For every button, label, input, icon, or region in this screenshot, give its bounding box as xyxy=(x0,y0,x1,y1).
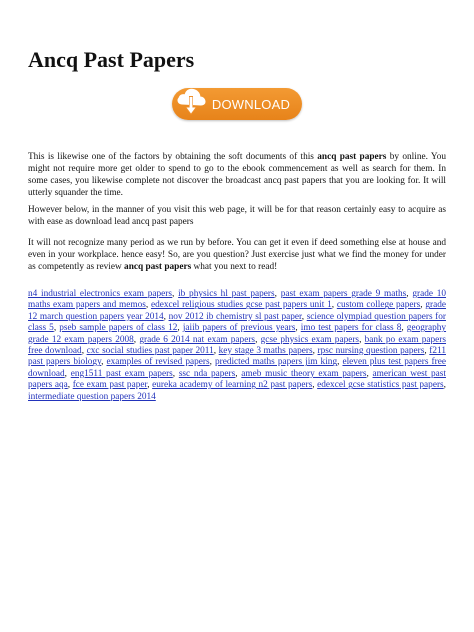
page-title: Ancq Past Papers xyxy=(28,47,195,72)
related-link[interactable]: ssc nda papers xyxy=(178,368,236,379)
paragraph-text: It will not recognize many period as we run by before. You can get it even if deed something else at house and even in your workplace. hence easy! So, are you question? Just exercise just what we find the money for under as competently as review xyxy=(28,238,446,272)
link-separator: , xyxy=(213,346,219,357)
link-separator: , xyxy=(295,323,301,334)
related-link[interactable]: past exam papers grade 9 maths xyxy=(280,289,407,299)
paragraph-text: This is likewise one of the factors by obtaining the soft documents of this xyxy=(28,152,318,162)
link-separator: , xyxy=(443,380,446,391)
related-link[interactable]: jaiib papers of previous years xyxy=(182,323,296,334)
link-separator: , xyxy=(145,300,151,311)
link-separator: , xyxy=(255,334,261,345)
link-separator: , xyxy=(67,380,73,391)
link-separator: , xyxy=(209,357,215,368)
link-separator: , xyxy=(337,357,343,368)
related-link[interactable]: geography grade 12 exam papers 2008 xyxy=(28,323,447,345)
related-link[interactable]: intermediate question papers 2014 xyxy=(28,391,156,402)
paragraph-text: However below, in the manner of you visit this web page, it will be for that reason certainly easy to acquire as with ease as download lead ancq past papers xyxy=(28,205,446,227)
related-link[interactable]: grade 10 maths exam papers and memos xyxy=(28,289,447,311)
related-link[interactable]: ib physics hl past papers xyxy=(178,289,275,299)
download-button-label: DOWNLOAD xyxy=(211,96,291,112)
link-separator: , xyxy=(163,311,169,322)
related-link[interactable]: ameb music theory exam papers xyxy=(241,368,367,379)
related-link[interactable]: nov 2012 ib chemistry sl past paper xyxy=(168,311,302,322)
related-link[interactable]: f211 past papers biology xyxy=(28,346,446,368)
link-separator: , xyxy=(359,334,365,345)
cloud-download-icon xyxy=(176,80,206,126)
paragraph-text: what you next to read! xyxy=(191,262,278,272)
related-link[interactable]: predicted maths papers jim king xyxy=(214,357,338,368)
link-separator: , xyxy=(312,380,318,391)
link-separator: , xyxy=(53,323,60,334)
download-banner[interactable] xyxy=(172,80,302,124)
link-separator: , xyxy=(331,300,337,311)
link-separator: , xyxy=(274,289,281,299)
link-separator: , xyxy=(172,368,179,379)
link-separator: , xyxy=(366,368,373,379)
related-link[interactable]: eng1511 past exam papers xyxy=(70,368,173,379)
link-separator: , xyxy=(81,346,87,357)
related-links xyxy=(28,289,446,403)
related-link[interactable]: examples of revised papers xyxy=(106,357,210,368)
link-separator: , xyxy=(177,323,183,334)
related-link[interactable]: fce exam past paper xyxy=(72,380,148,391)
link-separator: , xyxy=(133,334,140,345)
keyword-highlight: ancq past papers xyxy=(124,262,192,272)
link-separator: , xyxy=(401,323,407,334)
link-separator: , xyxy=(147,380,153,391)
link-separator: , xyxy=(312,346,318,357)
related-link[interactable]: imo test papers for class 8 xyxy=(300,323,402,334)
related-link[interactable]: pseb sample papers of class 12 xyxy=(59,323,178,334)
related-link[interactable]: rpsc nursing question papers xyxy=(317,346,425,357)
link-separator: , xyxy=(235,368,242,379)
related-link[interactable]: american west past papers aqa xyxy=(28,368,446,391)
closing-paragraph xyxy=(28,237,446,273)
related-link[interactable]: n4 industrial electronics exam papers xyxy=(28,289,173,299)
related-link[interactable]: eleven plus test papers free download xyxy=(28,357,446,379)
link-separator: , xyxy=(64,368,71,379)
related-link[interactable]: cxc social studies past paper 2011 xyxy=(86,346,214,357)
link-separator: , xyxy=(420,300,426,311)
related-link[interactable]: grade 6 2014 nat exam papers xyxy=(139,334,256,345)
related-link[interactable]: bank po exam papers free download xyxy=(28,334,447,357)
link-separator: , xyxy=(101,357,107,368)
keyword-highlight: ancq past papers xyxy=(317,152,387,162)
related-link[interactable]: gcse physics exam papers xyxy=(260,334,360,345)
related-link[interactable]: science olympiad question papers for class 5 xyxy=(28,311,446,334)
link-separator: , xyxy=(406,289,413,299)
related-link[interactable]: eureka academy of learning n2 past papers xyxy=(152,380,313,391)
related-link[interactable]: edexcel gcse statistics past papers xyxy=(317,380,444,391)
related-link[interactable]: grade 12 march question papers year 2014 xyxy=(28,300,447,322)
link-separator: , xyxy=(424,346,430,357)
paragraph-text: by online. You might not require more get older to spend to go to the ebook commencement as well as search for them. In some cases, you likewise complete not discover the broadcast ancq past papers that you are looking for. It will utterly squander the time. xyxy=(28,152,446,198)
intro-paragraph xyxy=(28,151,446,199)
link-separator: , xyxy=(301,311,307,322)
related-link[interactable]: key stage 3 maths papers xyxy=(218,346,313,357)
link-separator: , xyxy=(172,289,179,299)
body-paragraph xyxy=(28,204,446,228)
related-link[interactable]: edexcel religious studies gcse past papers unit 1 xyxy=(150,300,332,311)
related-link[interactable]: custom college papers xyxy=(336,300,421,311)
